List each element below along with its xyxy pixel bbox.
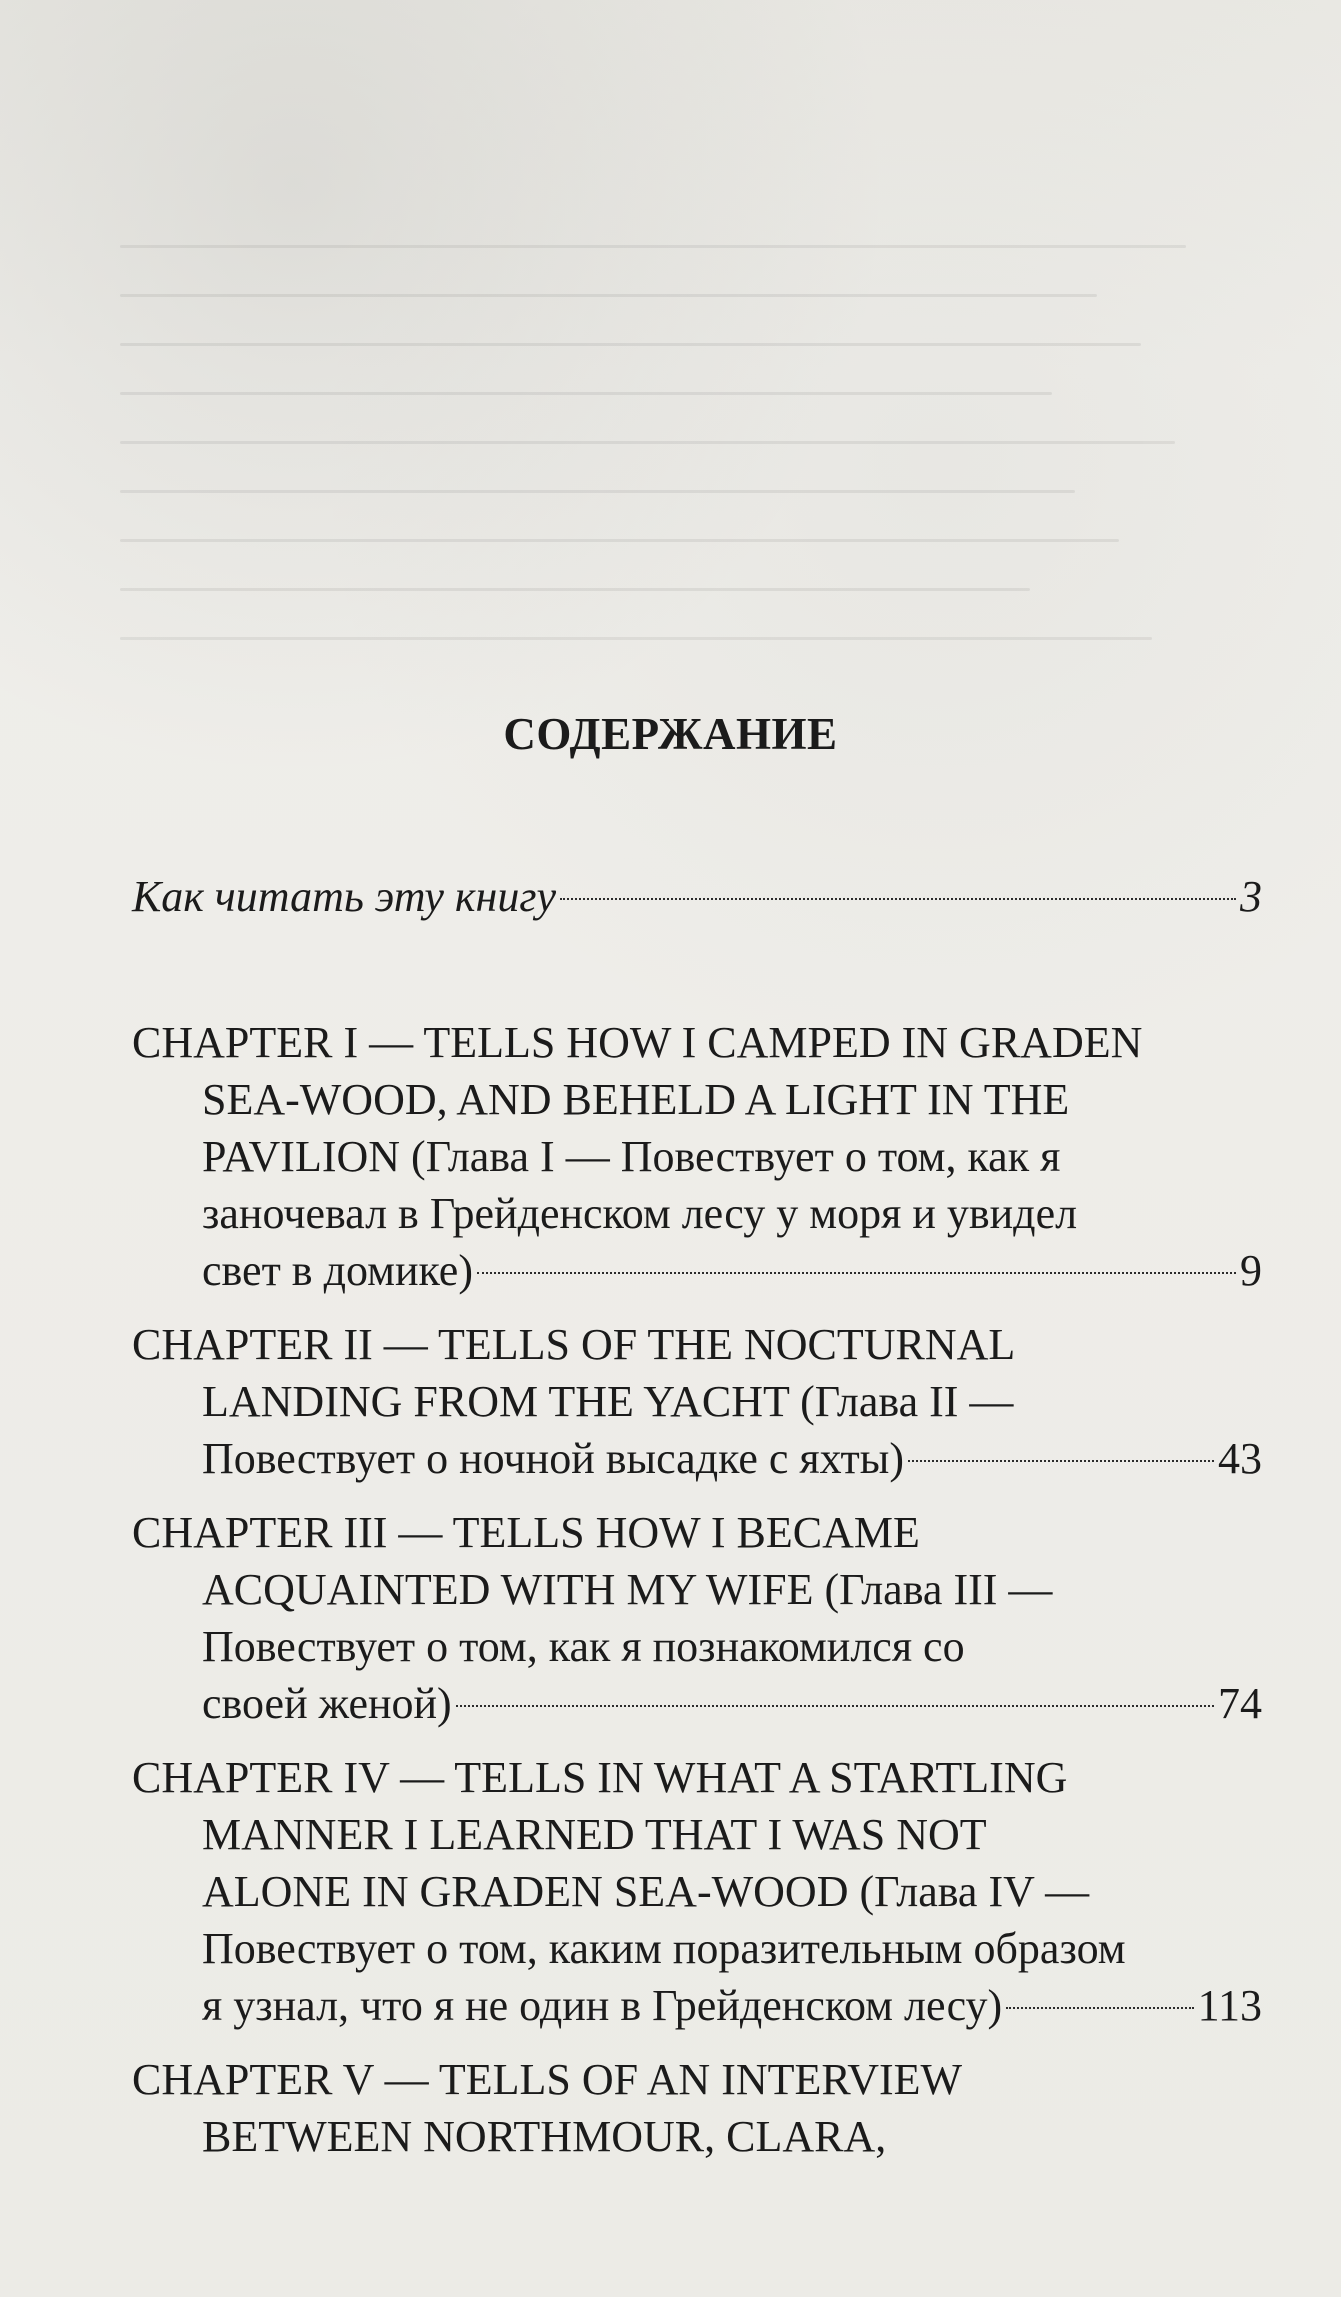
toc-title: СОДЕРЖАНИЕ [503,709,838,759]
toc-entry-chapter-4 [132,1749,1262,2034]
page-number: 3 [1240,872,1262,921]
dot-leader [477,1272,1236,1274]
toc-entry-leader-line [132,1977,1262,2034]
toc-entry-line: свет в домике) [202,1246,473,1295]
toc-entry-line: Повествует о том, как я познакомился со [202,1622,965,1671]
toc-entry-leader-line [132,1242,1262,1299]
dot-leader [908,1460,1214,1462]
toc-entry-line: своей женой) [202,1679,452,1728]
dot-leader [560,898,1236,900]
toc-entry-chapter-3 [132,1504,1262,1732]
toc-entry-title: Как читать эту книгу [132,872,557,921]
table-of-contents [132,868,1262,2182]
toc-entry-line: я узнал, что я не один в Грейденском лесу) [202,1981,1003,2030]
toc-entry-line: Повествует о том, каким поразительным образом [202,1924,1126,1973]
toc-entry-chapter-2 [132,1316,1262,1487]
dot-leader [456,1705,1214,1707]
toc-entry-line: CHAPTER III — TELLS HOW I BECAME [132,1508,920,1557]
page-number: 43 [1218,1434,1262,1483]
page-number: 74 [1218,1679,1262,1728]
page-number: 113 [1197,1981,1262,2030]
toc-entry-line: CHAPTER II — TELLS OF THE NOCTURNAL [132,1320,1016,1369]
toc-entry-line: ACQUAINTED WITH MY WIFE (Глава III — [202,1565,1053,1614]
toc-entry-line: BETWEEN NORTHMOUR, CLARA, [202,2112,887,2161]
toc-entry-chapter-5 [132,2051,1262,2165]
toc-entry-line: ALONE IN GRADEN SEA-WOOD (Глава IV — [202,1867,1090,1916]
page-number: 9 [1240,1246,1262,1295]
toc-entry-line: CHAPTER V — TELLS OF AN INTERVIEW [132,2055,963,2104]
toc-entry-line: CHAPTER I — TELLS HOW I CAMPED IN GRADEN [132,1018,1143,1067]
toc-entry-leader-line [132,1675,1262,1732]
toc-entry-chapter-1 [132,1014,1262,1299]
toc-entry-line: PAVILION (Глава I — Повествует о том, как я [202,1132,1061,1181]
toc-entry-line: заночевал в Грейденском лесу у моря и увидел [202,1189,1078,1238]
toc-entry-line: LANDING FROM THE YACHT (Глава II — [202,1377,1014,1426]
toc-entry-line: CHAPTER IV — TELLS IN WHAT A STARTLING [132,1753,1068,1802]
toc-entry-preface [132,868,1262,925]
dot-leader [1006,2007,1193,2009]
toc-entry-line: Повествует о ночной высадке с яхты) [202,1434,905,1483]
toc-entry-leader-line [132,1430,1262,1487]
toc-entry-line: MANNER I LEARNED THAT I WAS NOT [202,1810,987,1859]
toc-entry-leader-line [132,868,1262,925]
toc-entry-line: SEA-WOOD, AND BEHELD A LIGHT IN THE [202,1075,1070,1124]
